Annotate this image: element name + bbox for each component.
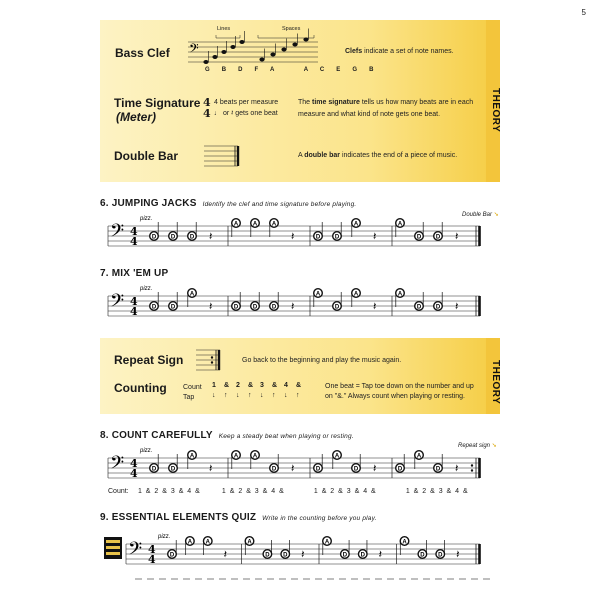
note-A <box>333 451 342 469</box>
svg-text:A: A <box>233 221 239 228</box>
staff-note <box>212 55 217 59</box>
tap-arrow: ↑ <box>272 392 276 399</box>
repeat-sign-example <box>196 349 226 371</box>
svg-text:A: A <box>187 539 193 546</box>
pointer-icon: ➘ <box>491 443 497 449</box>
time-signature-subtitle: (Meter) <box>116 110 157 124</box>
time-signature-line2: ♩ or 𝄽 gets one beat <box>214 110 278 117</box>
note-A <box>323 537 332 555</box>
quarter-rest: 𝄽 <box>455 300 459 313</box>
time-signature-top: 4 <box>130 457 138 470</box>
bass-clef-icon: 𝄢 <box>128 539 143 564</box>
theory-tab-1: THEORY <box>490 88 501 133</box>
quarter-rest: 𝄽 <box>373 230 377 243</box>
staff-note <box>281 48 286 52</box>
svg-text:A: A <box>353 291 359 298</box>
counting-desc: One beat = Tap toe down on the number and up on "&." Always count when playing or resting. <box>325 383 474 400</box>
svg-text:A: A <box>189 291 195 298</box>
svg-text:A: A <box>189 453 195 460</box>
time-signature-bottom: 4 <box>130 305 138 318</box>
bass-clef-icon: 𝄢 <box>110 453 125 478</box>
svg-text:A: A <box>247 539 252 546</box>
svg-text:A: A <box>271 221 277 228</box>
svg-text:D: D <box>315 234 321 241</box>
pizz-marking: pizz. <box>140 216 153 222</box>
note-A <box>396 219 405 237</box>
svg-text:D: D <box>189 234 195 241</box>
quarter-rest: 𝄽 <box>223 548 227 561</box>
note-A <box>400 537 409 555</box>
counting-write-lines <box>135 578 495 582</box>
svg-text:D: D <box>438 552 443 559</box>
count-cell: 2 <box>236 382 240 389</box>
count-group: 1 & 2 & 3 & 4 & <box>405 488 468 495</box>
tap-label: Tap <box>183 394 195 401</box>
svg-text:D: D <box>435 466 441 473</box>
note-A <box>245 537 254 555</box>
time-signature-top: 4 <box>203 96 211 109</box>
count-cell: & <box>296 382 302 389</box>
repeat-sign-title: Repeat Sign <box>114 353 184 367</box>
lines-label: Lines <box>217 26 231 32</box>
exercise-9-title: 9. ESSENTIAL ELEMENTS QUIZ Write in the counting before you play. <box>100 512 377 523</box>
svg-text:D: D <box>170 466 176 473</box>
tap-arrow: ↓ <box>212 392 216 399</box>
time-signature-bottom: 4 <box>203 107 211 120</box>
svg-text:A: A <box>324 539 330 546</box>
double-bar-title: Double Bar <box>114 149 179 163</box>
quarter-note-icon: ♩ <box>214 110 221 117</box>
svg-text:A: A <box>315 291 321 298</box>
quarter-rest-icon: 𝄽 <box>231 110 234 117</box>
count-cell: 4 <box>284 382 288 389</box>
count-cell: & <box>272 382 278 389</box>
quarter-rest: 𝄽 <box>291 300 295 313</box>
repeat-sign-desc: Go back to the beginning and play the music again. <box>242 357 402 364</box>
count-group: 1 & 2 & 3 & 4 & <box>313 488 376 495</box>
quarter-rest: 𝄽 <box>209 462 213 475</box>
time-signature-top: 4 <box>130 295 138 308</box>
exercise-6-staff <box>100 212 490 252</box>
svg-text:D: D <box>151 234 157 241</box>
bass-clef-note-letters: G B D F A A C E G B <box>205 67 377 73</box>
count-sequence <box>212 382 308 404</box>
count-cell: 1 <box>212 382 216 389</box>
svg-text:D: D <box>360 552 365 559</box>
time-signature-title: Time Signature <box>114 96 201 110</box>
exercise-9-staff <box>100 530 490 570</box>
svg-text:D: D <box>169 552 175 559</box>
svg-text:D: D <box>151 304 157 311</box>
quarter-rest: 𝄽 <box>301 548 305 561</box>
svg-text:A: A <box>233 453 239 460</box>
svg-text:D: D <box>252 304 258 311</box>
svg-text:𝄢: 𝄢 <box>189 41 199 59</box>
exercise-8-staff <box>100 444 490 484</box>
note-A <box>232 451 241 469</box>
exercise-8-end-label: Repeat sign ➘ <box>458 443 497 449</box>
note-A <box>188 289 197 307</box>
tap-arrow: ↓ <box>284 392 288 399</box>
staff-note <box>270 53 275 57</box>
svg-text:D: D <box>353 466 359 473</box>
svg-text:A: A <box>334 453 340 460</box>
svg-text:A: A <box>353 221 359 228</box>
quarter-rest: 𝄽 <box>373 462 377 475</box>
quarter-rest: 𝄽 <box>456 548 460 561</box>
staff-note <box>239 40 244 44</box>
svg-text:A: A <box>252 453 258 460</box>
note-A <box>251 219 260 237</box>
exercise-7-staff <box>100 282 490 322</box>
note-A <box>314 289 323 307</box>
svg-text:D: D <box>435 234 441 241</box>
time-signature-top: 4 <box>130 225 138 238</box>
staff-note <box>221 50 226 54</box>
svg-text:A: A <box>252 221 258 228</box>
svg-text:D: D <box>334 304 340 311</box>
svg-text:D: D <box>334 234 340 241</box>
svg-text:D: D <box>397 466 403 473</box>
counting-title: Counting <box>114 381 167 395</box>
tap-arrow: ↓ <box>260 392 264 399</box>
svg-text:A: A <box>402 539 407 546</box>
svg-text:D: D <box>233 304 239 311</box>
svg-text:A: A <box>205 539 210 546</box>
exercise-7-title: 7. MIX 'EM UP <box>100 268 169 279</box>
pizz-marking: pizz. <box>158 534 171 540</box>
time-signature-top: 4 <box>148 543 156 556</box>
quarter-rest: 𝄽 <box>378 548 382 561</box>
svg-text:D: D <box>283 552 288 559</box>
pizz-marking: pizz. <box>140 286 153 292</box>
staff-note <box>230 45 235 49</box>
svg-text:D: D <box>271 466 277 473</box>
note-A <box>352 219 361 237</box>
staff-note <box>292 43 297 47</box>
time-signature-bottom: 4 <box>130 467 138 480</box>
svg-text:D: D <box>170 304 176 311</box>
count-label: Count <box>183 384 202 391</box>
bass-clef-title: Bass Clef <box>115 46 170 60</box>
quarter-rest: 𝄽 <box>373 300 377 313</box>
theory-tab-2: THEORY <box>490 360 501 405</box>
page-number: 5 <box>581 8 586 17</box>
note-A <box>270 219 279 237</box>
quarter-rest: 𝄽 <box>209 300 213 313</box>
bass-clef-staff <box>188 32 320 72</box>
quarter-rest: 𝄽 <box>455 230 459 243</box>
svg-text:D: D <box>170 234 176 241</box>
count-cell: 3 <box>260 382 264 389</box>
note-A <box>186 537 195 555</box>
svg-text:D: D <box>416 304 422 311</box>
svg-text:D: D <box>342 552 348 559</box>
quarter-rest: 𝄽 <box>291 462 295 475</box>
count-cell: & <box>248 382 254 389</box>
exercise-6-end-label: Double Bar ➘ <box>462 212 499 218</box>
note-A <box>232 219 241 237</box>
svg-text:D: D <box>315 466 321 473</box>
pizz-marking: pizz. <box>140 448 153 454</box>
count-group: 1 & 2 & 3 & 4 & <box>137 488 200 495</box>
svg-text:D: D <box>271 304 277 311</box>
quarter-rest: 𝄽 <box>209 230 213 243</box>
svg-text:D: D <box>416 234 422 241</box>
svg-text:D: D <box>151 466 157 473</box>
svg-text:D: D <box>435 304 441 311</box>
time-signature-desc: The time signature tells us how many beats are in each measure and what kind of note gets one beat. <box>298 99 474 118</box>
tap-arrow: ↑ <box>248 392 252 399</box>
note-A <box>415 451 424 469</box>
svg-text:D: D <box>265 552 270 559</box>
note-A <box>251 451 260 469</box>
svg-text:A: A <box>416 453 422 460</box>
time-signature-bottom: 4 <box>130 235 138 248</box>
tap-arrow: ↑ <box>224 392 228 399</box>
tap-arrow: ↓ <box>236 392 240 399</box>
staff-note <box>303 38 308 42</box>
count-cell: & <box>224 382 230 389</box>
bass-clef-icon: 𝄢 <box>110 291 125 316</box>
time-signature-line1: 4 beats per measure <box>214 99 279 106</box>
quarter-rest: 𝄽 <box>291 230 295 243</box>
note-A <box>352 289 361 307</box>
double-bar-example <box>204 145 244 167</box>
spaces-label: Spaces <box>282 26 301 32</box>
exercise-6-title: 6. JUMPING JACKS Identify the clef and time signature before playing. <box>100 198 357 209</box>
svg-text:D: D <box>420 552 425 559</box>
time-signature-bottom: 4 <box>148 553 156 566</box>
double-bar-desc: A double bar indicates the end of a piece of music. <box>298 152 458 159</box>
count-group: 1 & 2 & 3 & 4 & <box>221 488 284 495</box>
note-A <box>203 537 212 555</box>
tap-arrow: ↑ <box>296 392 300 399</box>
pointer-icon: ➘ <box>493 212 499 218</box>
note-A <box>396 289 405 307</box>
count-prefix: Count: <box>108 488 129 495</box>
quarter-rest: 𝄽 <box>455 462 459 475</box>
exercise-8-counting <box>108 488 498 495</box>
bass-clef-desc: Clefs indicate a set of note names. <box>345 48 454 55</box>
svg-text:A: A <box>397 221 403 228</box>
svg-text:A: A <box>397 291 403 298</box>
note-A <box>188 451 197 469</box>
staff-note <box>259 58 264 62</box>
exercise-8-title: 8. COUNT CAREFULLY Keep a steady beat when playing or resting. <box>100 430 354 441</box>
staff-note <box>203 60 208 64</box>
bass-clef-icon: 𝄢 <box>110 221 125 246</box>
